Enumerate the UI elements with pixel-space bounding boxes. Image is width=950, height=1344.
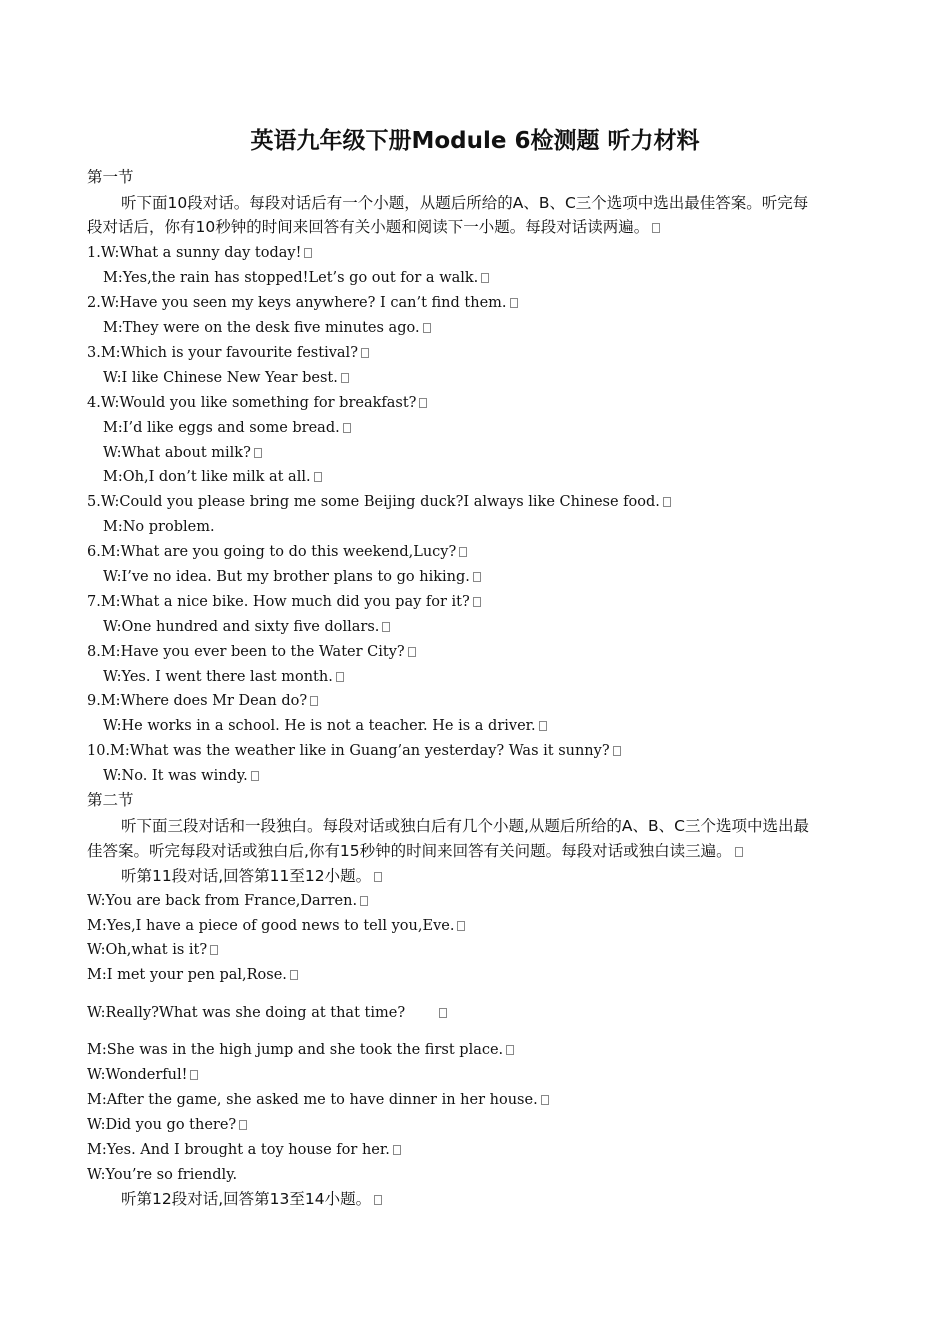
dialogue-line: W:No. It was windy. [103,765,259,787]
dialogue-line: W:Did you go there? [87,1114,247,1136]
placeholder-box-icon [439,1008,447,1018]
dialogue-line: M:Yes,I have a piece of good news to tell you,Eve. [87,915,465,937]
placeholder-box-icon [361,348,369,358]
placeholder-box-icon [341,373,349,383]
dialogue-line: M:She was in the high jump and she took the first place. [87,1039,514,1061]
dialogue-line: W:He works in a school. He is not a teacher. He is a driver. [103,715,547,737]
placeholder-box-icon [374,1195,382,1205]
dialogue-line: M:Yes,the rain has stopped!Let’s go out for a walk. [103,267,489,289]
placeholder-box-icon [423,323,431,333]
dialogue-line: 9.M:Where does Mr Dean do? [87,690,318,712]
placeholder-box-icon [506,1045,514,1055]
placeholder-box-icon [652,223,660,233]
placeholder-box-icon [457,921,465,931]
dialogue-line: M:They were on the desk five minutes ago. [103,317,431,339]
dialogue-line: W:You’re so friendly. [87,1167,238,1183]
placeholder-box-icon [310,696,318,706]
dialogue-line: 6.M:What are you going to do this weekend,Lucy? [87,541,467,563]
placeholder-box-icon [336,672,344,682]
placeholder-box-icon [290,970,298,980]
dialogue-line: W:One hundred and sixty five dollars. [103,616,390,638]
placeholder-box-icon [510,298,518,308]
dialogue-line: W:Oh,what is it? [87,939,218,961]
placeholder-box-icon [539,721,547,731]
dialogue-line: 5.W:Could you please bring me some Beijing duck?I always like Chinese food. [87,491,671,513]
placeholder-box-icon [541,1095,549,1105]
placeholder-box-icon [735,847,743,857]
dialogue-line: W:Really?What was she doing at that time? [87,1002,447,1024]
page-title: 英语九年级下册Module 6检测题 听力材料 [250,128,700,154]
placeholder-box-icon [190,1070,198,1080]
dialogue-line: M:Oh,I don’t like milk at all. [103,466,322,488]
placeholder-box-icon [210,945,218,955]
section2-instruction-cont: 佳答案。听完每段对话或独白后,你有15秒钟的时间来回答有关问题。每段对话或独白读三遍。 [87,840,743,862]
dialogue-line: W:What about milk? [103,442,262,464]
placeholder-box-icon [473,597,481,607]
dialogue-line: W:I’ve no idea. But my brother plans to go hiking. [103,566,481,588]
section1-heading: 第一节 [87,168,134,186]
placeholder-box-icon [473,572,481,582]
section2-instruction: 听下面三段对话和一段独白。每段对话或独白后有几个小题,从题后所给的A、B、C三个选项中选出最 [121,817,809,835]
dialogue-line: W:You are back from France,Darren. [87,890,368,912]
placeholder-box-icon [481,273,489,283]
dialogue-line: 8.M:Have you ever been to the Water City? [87,641,416,663]
dialogue-line: 7.M:What a nice bike. How much did you pay for it? [87,591,481,613]
dialogue-line: 1.W:What a sunny day today! [87,242,312,264]
placeholder-box-icon [374,872,382,882]
dialogue-line: M:I met your pen pal,Rose. [87,964,298,986]
placeholder-box-icon [254,448,262,458]
placeholder-box-icon [459,547,467,557]
placeholder-box-icon [239,1120,247,1130]
dialogue12-intro: 听第12段对话,回答第13至14小题。 [121,1188,382,1210]
placeholder-box-icon [251,771,259,781]
placeholder-box-icon [382,622,390,632]
dialogue-line: 10.M:What was the weather like in Guang’an yesterday? Was it sunny? [87,740,621,762]
dialogue-line: W:I like Chinese New Year best. [103,367,349,389]
dialogue-line: M:No problem. [103,519,215,535]
section2-heading: 第二节 [87,791,134,809]
dialogue-line: 4.W:Would you like something for breakfast? [87,392,427,414]
placeholder-box-icon [343,423,351,433]
dialogue-line: W:Yes. I went there last month. [103,666,344,688]
dialogue-line: 2.W:Have you seen my keys anywhere? I can’t find them. [87,292,518,314]
dialogue-line: M:After the game, she asked me to have dinner in her house. [87,1089,549,1111]
section1-instruction: 听下面10段对话。每段对话后有一个小题，从题后所给的A、B、C三个选项中选出最佳答案。听完每 [121,194,809,212]
placeholder-box-icon [663,497,671,507]
placeholder-box-icon [304,248,312,258]
placeholder-box-icon [314,472,322,482]
dialogue11-intro: 听第11段对话,回答第11至12小题。 [121,865,382,887]
placeholder-box-icon [360,896,368,906]
placeholder-box-icon [393,1145,401,1155]
section1-instruction-cont: 段对话后，你有10秒钟的时间来回答有关小题和阅读下一小题。每段对话读两遍。 [87,216,660,238]
placeholder-box-icon [419,398,427,408]
placeholder-box-icon [408,647,416,657]
dialogue-line: M:I’d like eggs and some bread. [103,417,351,439]
dialogue-line: M:Yes. And I brought a toy house for her. [87,1139,401,1161]
placeholder-box-icon [613,746,621,756]
dialogue-line: 3.M:Which is your favourite festival? [87,342,369,364]
dialogue-line: W:Wonderful! [87,1064,198,1086]
